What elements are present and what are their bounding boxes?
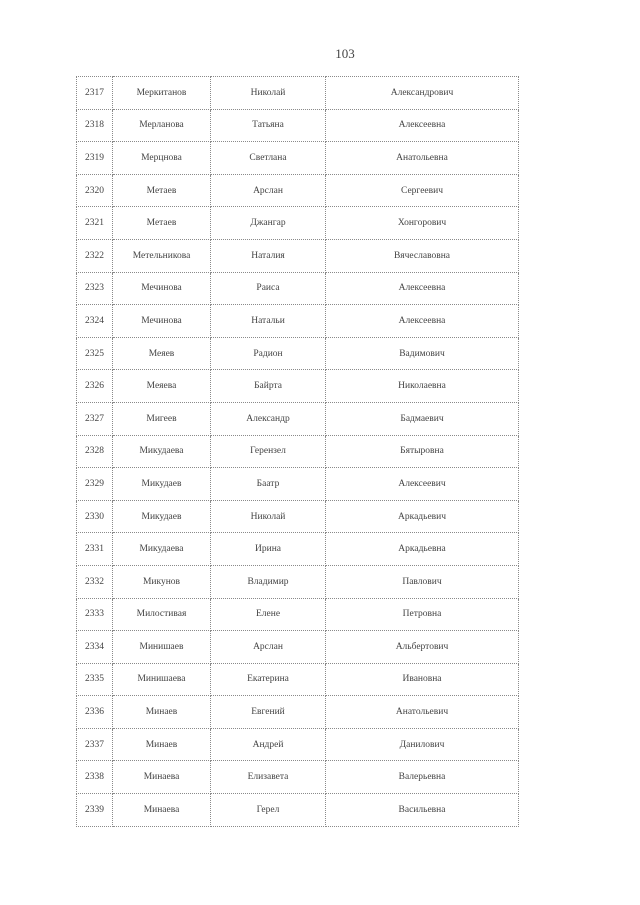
- first-name-cell: Арслан: [211, 631, 326, 664]
- table-row: [77, 663, 519, 696]
- patronymic-cell: Николаевна: [326, 370, 519, 403]
- row-number-cell: 2327: [77, 402, 113, 435]
- first-name-cell: Андрей: [211, 728, 326, 761]
- patronymic-cell: Бадмаевич: [326, 402, 519, 435]
- last-name-cell: Метаев: [113, 174, 211, 207]
- row-number-cell: 2333: [77, 598, 113, 631]
- row-number-cell: 2323: [77, 272, 113, 305]
- last-name-cell: Меркитанов: [113, 77, 211, 110]
- table-row: [77, 402, 519, 435]
- patronymic-cell: Алексеевна: [326, 272, 519, 305]
- last-name-cell: Минишаев: [113, 631, 211, 664]
- first-name-cell: Герензел: [211, 435, 326, 468]
- row-number-cell: 2322: [77, 239, 113, 272]
- row-number-cell: 2337: [77, 728, 113, 761]
- last-name-cell: Микудаев: [113, 468, 211, 501]
- last-name-cell: Минаева: [113, 794, 211, 827]
- table-row: [77, 337, 519, 370]
- first-name-cell: Ирина: [211, 533, 326, 566]
- row-number-cell: 2324: [77, 305, 113, 338]
- first-name-cell: Светлана: [211, 142, 326, 175]
- patronymic-cell: Вадимович: [326, 337, 519, 370]
- patronymic-cell: Аркадьевич: [326, 500, 519, 533]
- table-row: [77, 239, 519, 272]
- last-name-cell: Минишаева: [113, 663, 211, 696]
- last-name-cell: Микудаева: [113, 533, 211, 566]
- table-row: [77, 142, 519, 175]
- table-row: [77, 370, 519, 403]
- table-row: [77, 500, 519, 533]
- first-name-cell: Александр: [211, 402, 326, 435]
- first-name-cell: Владимир: [211, 565, 326, 598]
- patronymic-cell: Александрович: [326, 77, 519, 110]
- patronymic-cell: Ивановна: [326, 663, 519, 696]
- row-number-cell: 2326: [77, 370, 113, 403]
- table-row: [77, 631, 519, 664]
- patronymic-cell: Анатольевич: [326, 696, 519, 729]
- row-number-cell: 2328: [77, 435, 113, 468]
- last-name-cell: Мерцнова: [113, 142, 211, 175]
- row-number-cell: 2332: [77, 565, 113, 598]
- table-row: [77, 728, 519, 761]
- table-row: [77, 435, 519, 468]
- first-name-cell: Наталия: [211, 239, 326, 272]
- table-row: [77, 598, 519, 631]
- first-name-cell: Арслан: [211, 174, 326, 207]
- last-name-cell: Минаева: [113, 761, 211, 794]
- row-number-cell: 2338: [77, 761, 113, 794]
- row-number-cell: 2335: [77, 663, 113, 696]
- row-number-cell: 2336: [77, 696, 113, 729]
- roster-table: [76, 76, 519, 827]
- row-number-cell: 2330: [77, 500, 113, 533]
- row-number-cell: 2329: [77, 468, 113, 501]
- table-row: [77, 468, 519, 501]
- patronymic-cell: Алексеевна: [326, 109, 519, 142]
- patronymic-cell: Валерьевна: [326, 761, 519, 794]
- row-number-cell: 2317: [77, 77, 113, 110]
- table-row: [77, 533, 519, 566]
- first-name-cell: Джангар: [211, 207, 326, 240]
- last-name-cell: Мечинова: [113, 305, 211, 338]
- table-row: [77, 761, 519, 794]
- patronymic-cell: Аркадьевна: [326, 533, 519, 566]
- patronymic-cell: Петровна: [326, 598, 519, 631]
- first-name-cell: Евгений: [211, 696, 326, 729]
- last-name-cell: Меяев: [113, 337, 211, 370]
- table-row: [77, 696, 519, 729]
- table-row: [77, 77, 519, 110]
- table-row: [77, 272, 519, 305]
- row-number-cell: 2339: [77, 794, 113, 827]
- first-name-cell: Герел: [211, 794, 326, 827]
- table-row: [77, 207, 519, 240]
- last-name-cell: Минаев: [113, 696, 211, 729]
- last-name-cell: Метаев: [113, 207, 211, 240]
- last-name-cell: Минаев: [113, 728, 211, 761]
- table-row: [77, 305, 519, 338]
- page-number: 103: [335, 46, 355, 61]
- first-name-cell: Раиса: [211, 272, 326, 305]
- patronymic-cell: Павлович: [326, 565, 519, 598]
- last-name-cell: Мерланова: [113, 109, 211, 142]
- patronymic-cell: Вячеславовна: [326, 239, 519, 272]
- first-name-cell: Баатр: [211, 468, 326, 501]
- first-name-cell: Николай: [211, 500, 326, 533]
- patronymic-cell: Анатольевна: [326, 142, 519, 175]
- first-name-cell: Байрта: [211, 370, 326, 403]
- patronymic-cell: Алексеевич: [326, 468, 519, 501]
- table-row: [77, 794, 519, 827]
- table-row: [77, 109, 519, 142]
- first-name-cell: Татьяна: [211, 109, 326, 142]
- row-number-cell: 2325: [77, 337, 113, 370]
- first-name-cell: Натальи: [211, 305, 326, 338]
- first-name-cell: Николай: [211, 77, 326, 110]
- patronymic-cell: Васильевна: [326, 794, 519, 827]
- first-name-cell: Елизавета: [211, 761, 326, 794]
- last-name-cell: Мигеев: [113, 402, 211, 435]
- first-name-cell: Радион: [211, 337, 326, 370]
- row-number-cell: 2319: [77, 142, 113, 175]
- last-name-cell: Меяева: [113, 370, 211, 403]
- last-name-cell: Микунов: [113, 565, 211, 598]
- table-row: [77, 174, 519, 207]
- row-number-cell: 2331: [77, 533, 113, 566]
- table-row: [77, 565, 519, 598]
- row-number-cell: 2318: [77, 109, 113, 142]
- patronymic-cell: Бятыровна: [326, 435, 519, 468]
- last-name-cell: Метельникова: [113, 239, 211, 272]
- last-name-cell: Микудаева: [113, 435, 211, 468]
- last-name-cell: Мечинова: [113, 272, 211, 305]
- last-name-cell: Милостивая: [113, 598, 211, 631]
- row-number-cell: 2320: [77, 174, 113, 207]
- first-name-cell: Елене: [211, 598, 326, 631]
- patronymic-cell: Альбертович: [326, 631, 519, 664]
- row-number-cell: 2334: [77, 631, 113, 664]
- row-number-cell: 2321: [77, 207, 113, 240]
- patronymic-cell: Данилович: [326, 728, 519, 761]
- first-name-cell: Екатерина: [211, 663, 326, 696]
- patronymic-cell: Сергеевич: [326, 174, 519, 207]
- patronymic-cell: Алексеевна: [326, 305, 519, 338]
- roster-table-body: [77, 77, 519, 827]
- last-name-cell: Микудаев: [113, 500, 211, 533]
- patronymic-cell: Хонгорович: [326, 207, 519, 240]
